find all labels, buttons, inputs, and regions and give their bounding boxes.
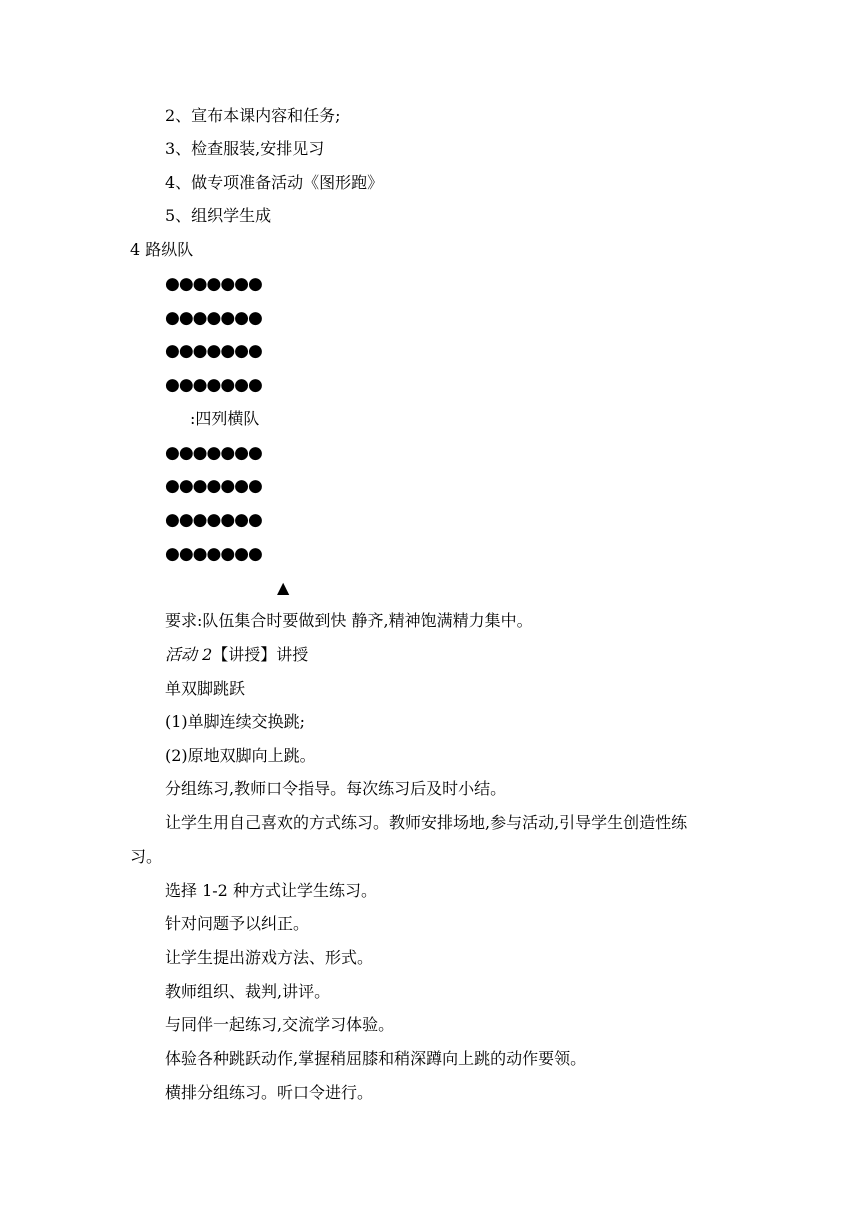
formation-b-row: ●●●●●●● [165,544,262,564]
formation-b-row: ●●●●●●● [165,510,262,530]
paragraph-continued: 习。 [130,847,163,866]
teacher-triangle-icon: ▲ [277,578,290,597]
paragraph: 分组练习,教师口令指导。每次练习后及时小结。 [165,779,507,798]
paragraph: 与同伴一起练习,交流学习体验。 [165,1015,395,1034]
formation-a-row: ●●●●●●● [165,375,262,395]
step-5-continued-text: 4 路纵队 [130,240,194,259]
step-5-text: 5、组织学生成 [165,206,272,225]
item-1-text: (1)单脚连续交换跳; [165,712,306,731]
formation-a-row: ●●●●●●● [165,341,262,361]
formation-label: :四列横队 [190,409,260,428]
item-2-text: (2)原地双脚向上跳。 [165,746,316,765]
paragraph: 选择 1-2 种方式让学生练习。 [165,881,377,900]
activity-title: 【讲授】讲授 [212,645,309,664]
step-4-text: 4、做专项准备活动《图形跑》 [165,173,384,192]
paragraph: 让学生提出游戏方法、形式。 [165,948,374,967]
formation-a-row: ●●●●●●● [165,274,262,294]
paragraph: 教师组织、裁判,讲评。 [165,982,331,1001]
formation-b-row: ●●●●●●● [165,443,262,463]
formation-a-row: ●●●●●●● [165,308,262,328]
topic-text: 单双脚跳跃 [165,679,246,698]
step-3-text: 3、检查服装,安排见习 [165,139,325,158]
paragraph: 针对问题予以纠正。 [165,914,310,933]
formation-b-row: ●●●●●●● [165,476,262,496]
paragraph: 横排分组练习。听口令进行。 [165,1083,374,1102]
step-2-text: 2、宣布本课内容和任务; [165,106,341,125]
activity-number: 活动 2 [165,645,213,664]
activity-heading [165,645,308,665]
paragraph: 让学生用自己喜欢的方式练习。教师安排场地,参与活动,引导学生创造性练 [165,813,688,832]
paragraph: 体验各种跳跃动作,掌握稍屈膝和稍深蹲向上跳的动作要领。 [165,1049,587,1068]
requirement-text: 要求:队伍集合时要做到快 静齐,精神饱满精力集中。 [165,611,533,630]
